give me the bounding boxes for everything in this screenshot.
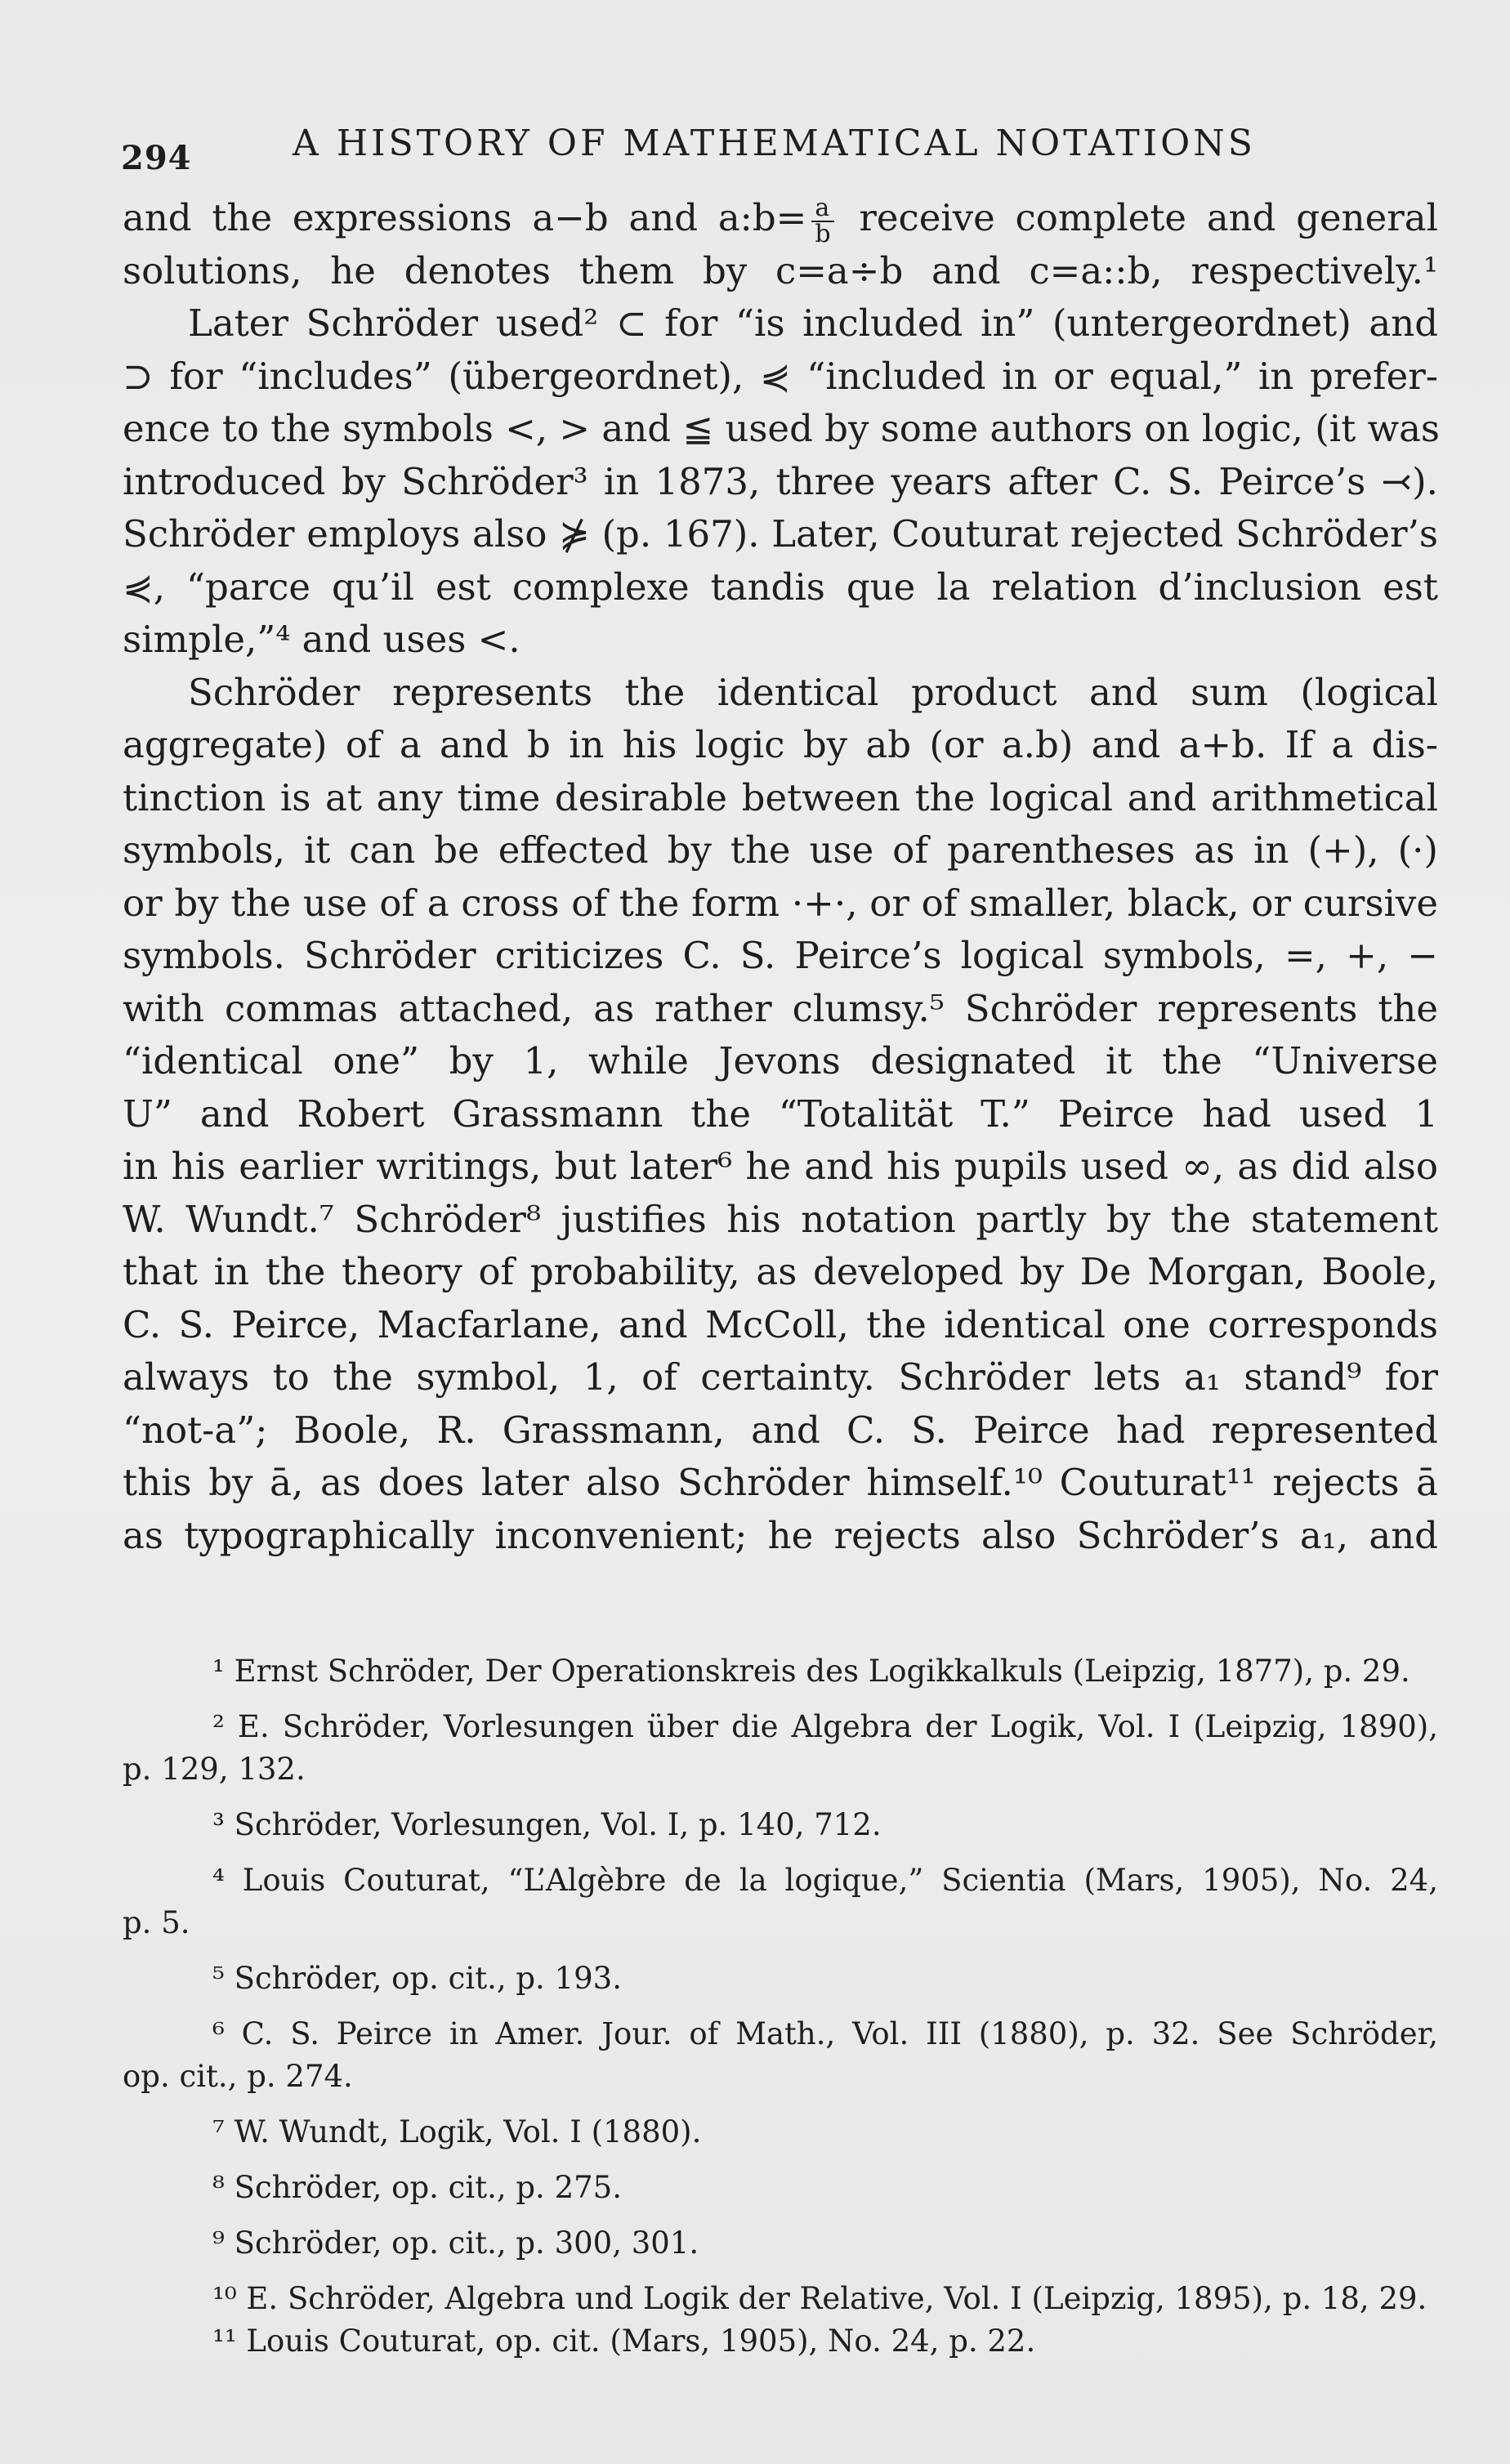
footnote: ⁹ Schröder, op. cit., p. 300, 301. bbox=[212, 2225, 699, 2261]
footnote: ² E. Schröder, Vorlesungen über die Algebra der Logik, Vol. I (Leipzig, 1890), bbox=[212, 1709, 1438, 1744]
text-line: that in the theory of probability, as developed by De Morgan, Boole, bbox=[123, 1250, 1438, 1293]
fraction bbox=[811, 193, 833, 248]
text-line: Schröder represents the identical product and sum (logical bbox=[188, 670, 1438, 714]
footnote: ⁴ Louis Couturat, “L’Algèbre de la logique,” Scientia (Mars, 1905), No. 24, bbox=[212, 1863, 1438, 1898]
text-line: or by the use of a cross of the form ·+·, or of smaller, black, or cursive bbox=[123, 881, 1438, 925]
text-line: introduced by Schröder³ in 1873, three years after C. S. Peirce’s ⤙). bbox=[123, 459, 1438, 503]
text-line: simple,”⁴ and uses <. bbox=[123, 618, 520, 661]
text-line-part: receive complete and general bbox=[859, 196, 1438, 239]
text-line: always to the symbol, 1, of certainty. Schröder lets a₁ stand⁹ for bbox=[123, 1355, 1438, 1399]
text-line: symbols. Schröder criticizes C. S. Peirce’s logical symbols, =, +, − bbox=[123, 934, 1438, 977]
fraction-numerator: a bbox=[811, 196, 833, 222]
footnote: ¹¹ Louis Couturat, op. cit. (Mars, 1905), No. 24, p. 22. bbox=[212, 2323, 1036, 2359]
text-line: “not-a”; Boole, R. Grassmann, and C. S. Peirce had represented bbox=[123, 1408, 1438, 1452]
text-line: in his earlier writings, but later⁶ he and his pupils used ∞, as did also bbox=[123, 1145, 1438, 1188]
footnote-continuation: op. cit., p. 274. bbox=[123, 2059, 353, 2094]
text-line: solutions, he denotes them by c=a÷b and c=a::b, respectively.¹ bbox=[123, 248, 1438, 292]
text-line: “identical one” by 1, while Jevons designated it the “Universe bbox=[123, 1039, 1438, 1082]
running-head: A HISTORY OF MATHEMATICAL NOTATIONS bbox=[293, 123, 1256, 164]
footnote: ⁸ Schröder, op. cit., p. 275. bbox=[212, 2170, 622, 2205]
text-line: U” and Robert Grassmann the “Totalität T.” Peirce had used 1 bbox=[123, 1091, 1438, 1136]
page-number: 294 bbox=[121, 139, 192, 177]
footnote: ³ Schröder, Vorlesungen, Vol. I, p. 140, 712. bbox=[212, 1807, 882, 1842]
text-line: ⋞, “parce qu’il est complexe tandis que la relation d’inclusion est bbox=[123, 565, 1438, 609]
text-line: C. S. Peirce, Macfarlane, and McColl, the identical one corresponds bbox=[123, 1302, 1438, 1346]
text-line: Later Schröder used² ⊂ for “is included in” (untergeordnet) and bbox=[188, 301, 1438, 345]
text-line: W. Wundt.⁷ Schröder⁸ justifies his notation partly by the statement bbox=[123, 1197, 1438, 1241]
fraction-denominator: b bbox=[815, 219, 831, 248]
footnotes bbox=[123, 1650, 1438, 2363]
text-line: symbols, it can be effected by the use of parentheses as in (+), (·) bbox=[123, 828, 1438, 872]
footnote-continuation: p. 129, 132. bbox=[123, 1752, 306, 1787]
text-line-part: and the expressions a−b and a:b= bbox=[123, 196, 807, 239]
text-line: ence to the symbols <, > and ≦ used by some authors on logic, (it was bbox=[123, 407, 1441, 450]
footnote: ¹ Ernst Schröder, Der Operationskreis des Logikkalkuls (Leipzig, 1877), p. 29. bbox=[212, 1654, 1410, 1689]
footnote: ⁶ C. S. Peirce in Amer. Jour. of Math., Vol. III (1880), p. 32. See Schröder, bbox=[212, 2016, 1438, 2051]
footnote: ⁵ Schröder, op. cit., p. 193. bbox=[212, 1961, 622, 1996]
page-header bbox=[121, 123, 1436, 196]
text-line: ⊃ for “includes” (übergeordnet), ⋞ “included in or equal,” in prefer- bbox=[123, 354, 1438, 398]
text-line: aggregate) of a and b in his logic by ab (or a.b) and a+b. If a dis- bbox=[123, 723, 1438, 766]
footnote: ⁷ W. Wundt, Logik, Vol. I (1880). bbox=[212, 2114, 702, 2149]
footnote: ¹⁰ E. Schröder, Algebra und Logik der Relative, Vol. I (Leipzig, 1895), p. 18, 29. bbox=[212, 2281, 1427, 2316]
text-line: as typographically inconvenient; he rejects also Schröder’s a₁, and bbox=[123, 1513, 1438, 1557]
text-line: this by ā, as does later also Schröder himself.¹⁰ Couturat¹¹ rejects ā bbox=[123, 1461, 1438, 1504]
text-line: with commas attached, as rather clumsy.⁵ Schröder represents the bbox=[123, 986, 1438, 1030]
body-text bbox=[123, 192, 1441, 1562]
text-line: Schröder employs also ⋡ (p. 167). Later, Couturat rejected Schröder’s bbox=[123, 512, 1438, 556]
text-line: tinction is at any time desirable between the logical and arithmetical bbox=[123, 775, 1438, 819]
text-line bbox=[123, 192, 1438, 248]
footnote-continuation: p. 5. bbox=[123, 1905, 190, 1940]
